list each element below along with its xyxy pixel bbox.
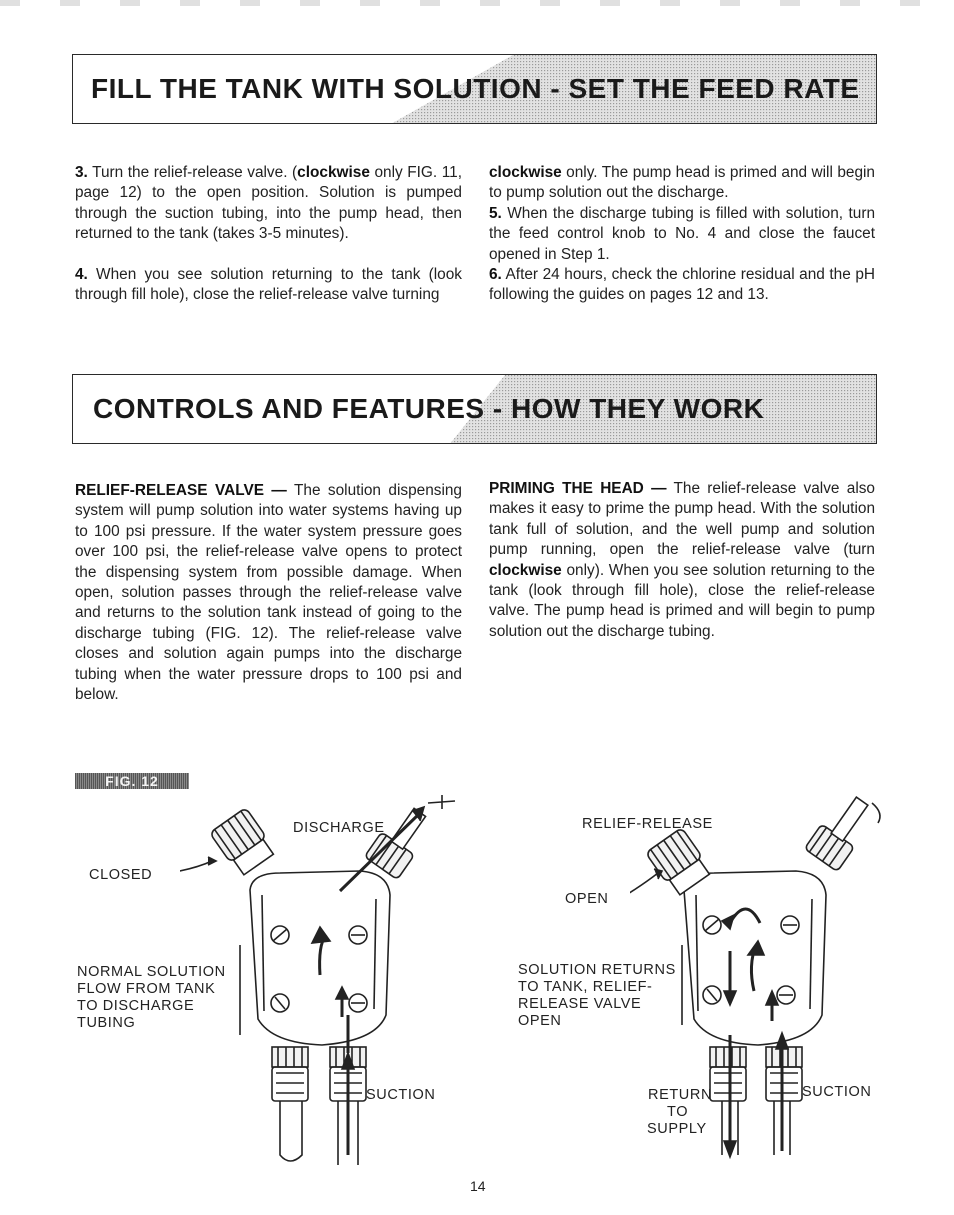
step-4: 4. When you see solution returning to the tank (look through fill hole), close the relief-release valve turning (75, 265, 462, 304)
pump-closed-illustration (180, 795, 480, 1170)
return-to-supply-label-3: SUPPLY (647, 1121, 707, 1137)
returns-label-2: TO TANK, RELIEF- (518, 979, 653, 995)
section-banner-controls (72, 374, 877, 444)
section-title: CONTROLS AND FEATURES - HOW THEY WORK (93, 393, 765, 424)
normal-flow-label-4: TUBING (77, 1015, 136, 1031)
open-label: OPEN (565, 891, 609, 907)
relief-release-paragraph: RELIEF-RELEASE VALVE — The solution dispensing system will pump solution into water systems having up to 100 psi pressure. If the water system pressure goes over 100 psi, the relief-release valve opens to protect the dispensing system from possible damage. When open, solution passes through the relief-release valve and returns to the solution tank instead of going to the discharge tubing (FIG. 12). The relief-release valve closes and solution again pumps into the discharge tubing when the water pressure drops to 100 psi and below. (75, 482, 462, 704)
steps-left-column (75, 163, 462, 305)
steps-right-column (489, 163, 875, 306)
section-title: FILL THE TANK WITH SOLUTION - SET THE FEED RATE (91, 73, 860, 104)
normal-flow-label-3: TO DISCHARGE (77, 998, 195, 1014)
section-banner-fill-tank (72, 54, 877, 124)
scan-top-edge (0, 0, 954, 6)
return-to-supply-label-1: RETURN (648, 1087, 713, 1103)
figure-label: FIG. 12 (75, 773, 189, 789)
normal-flow-label-2: FLOW FROM TANK (77, 981, 216, 997)
returns-label-1: SOLUTION RETURNS (518, 962, 676, 978)
page-number: 14 (470, 1178, 486, 1194)
relief-release-heading: RELIEF-RELEASE VALVE — (75, 482, 287, 499)
priming-heading: PRIMING THE HEAD — (489, 480, 667, 497)
returns-label-3: RELEASE VALVE (518, 996, 642, 1012)
step-4-continued: clockwise only. The pump head is primed and will begin to pump solution out the discharge. (489, 164, 875, 202)
priming-paragraph: PRIMING THE HEAD — The relief-release valve also makes it easy to prime the pump head. With the solution tank full of solution, and the well pump and solution pump running, open the relief-release valve (turn clockwise only). When you see solution returning to the tank (look through fill hole), close the relief-release valve. The pump head is primed and will begin to pump solution out the discharge tubing. (489, 480, 875, 640)
relief-release-label: RELIEF-RELEASE (582, 816, 713, 832)
step-6: 6. After 24 hours, check the chlorine residual and the pH following the guides on pages 12 and 13. (489, 266, 875, 304)
closed-label: CLOSED (89, 867, 153, 883)
step-5: 5. When the discharge tubing is filled with solution, turn the feed control knob to No. 4 and close the faucet opened in Step 1. (489, 204, 875, 263)
returns-label-4: OPEN (518, 1013, 562, 1029)
step-3: 3. Turn the relief-release valve. (clockwise only FIG. 11, page 12) to the open position. Solution is pumped through the suction tubing, into the pump head, then returned to the tank (takes 3-5 minutes). (75, 164, 462, 243)
discharge-label: DISCHARGE (293, 820, 385, 836)
suction-label-right: SUCTION (802, 1084, 872, 1100)
normal-flow-label-1: NORMAL SOLUTION (77, 964, 226, 980)
suction-label-left: SUCTION (366, 1087, 436, 1103)
return-to-supply-label-2: TO (667, 1104, 689, 1120)
